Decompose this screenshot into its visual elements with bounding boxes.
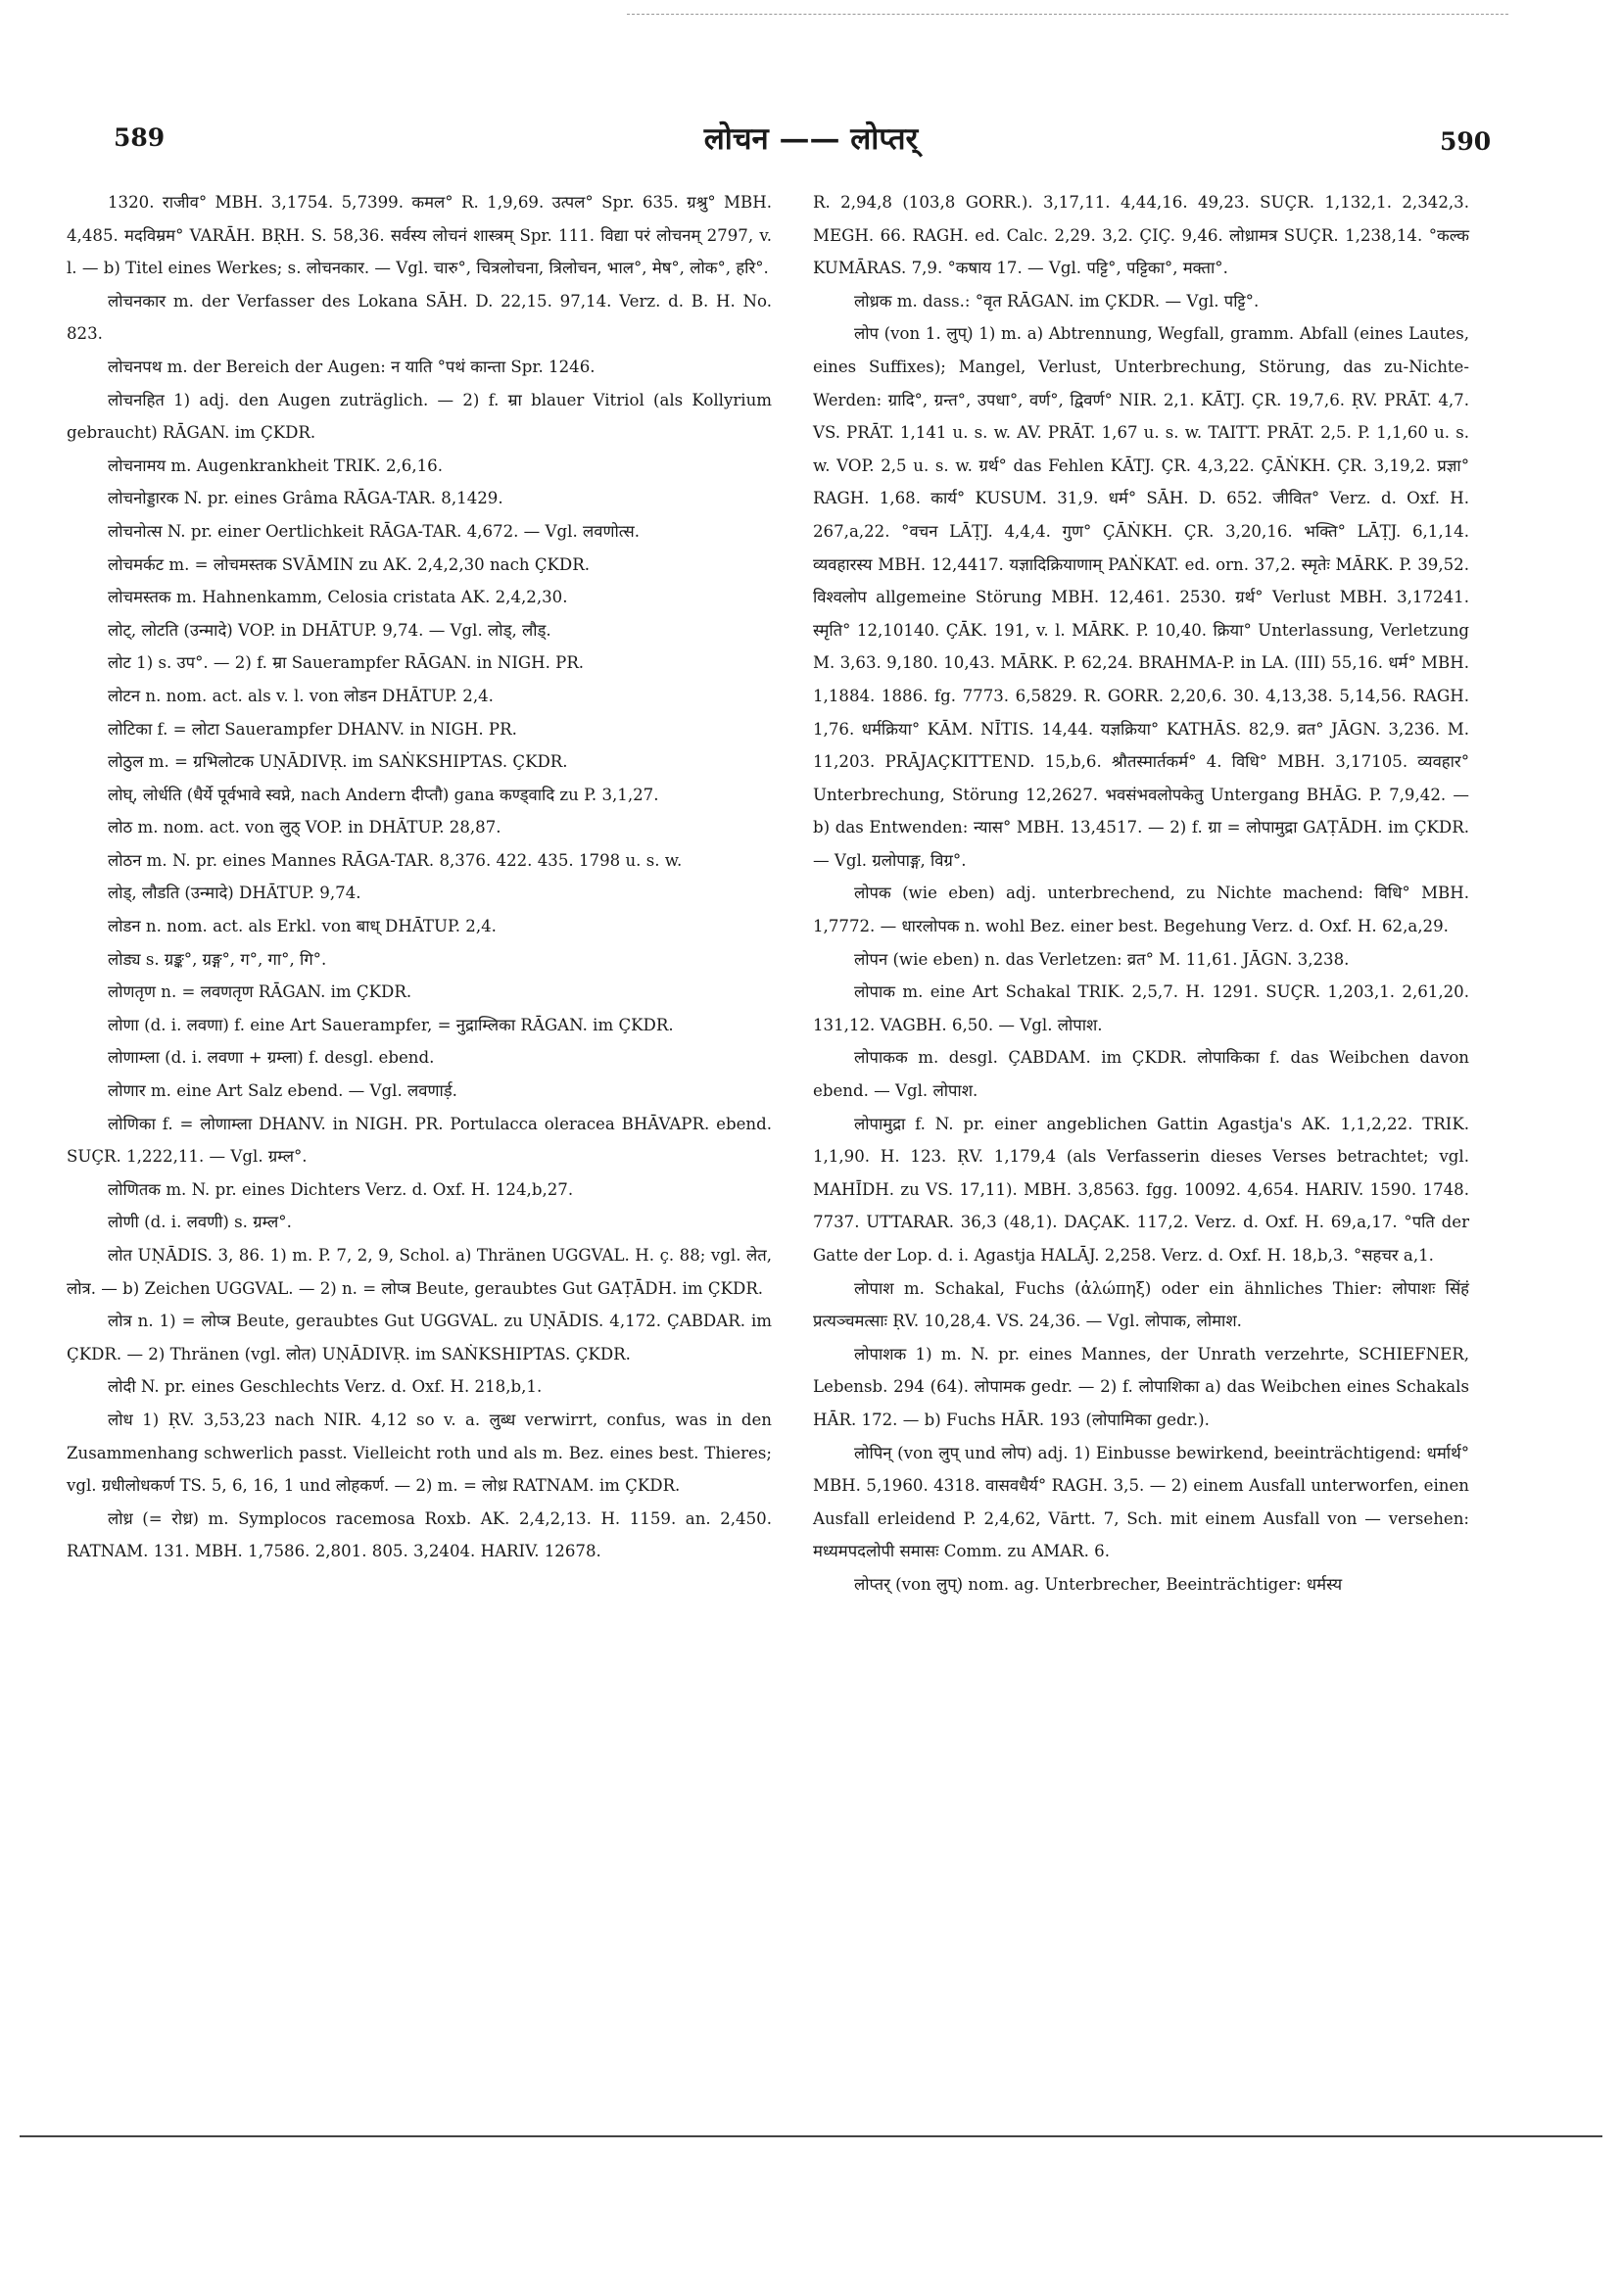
dictionary-entry: लोटन n. nom. act. als v. l. von लोडन DHĀTUP. 2,4. xyxy=(108,686,494,705)
dictionary-entry: लोपामुद्रा f. N. pr. einer angeblichen Gattin Agastja's AK. 1,1,2,22. TRIK. 1,1,90. H. 123. ṚV. 1,179,4 (als Verfasserin dieses Verses betrachtet; vgl. MAHĪDH. zu VS. 17,11). MBH. 3,8563. fgg. 10092. 4,654. HARIV. 1590. 1748. 7737. UTTARAR. 36,3 (48,1). DAÇAK. 117,2. Verz. d. Oxf. H. 69,a,17. °पति der Gatte der Lop. d. i. Agastja HALĀJ. 2,258. Verz. d. Oxf. H. 18,b,3. °सहचर a,1. xyxy=(813,1114,1469,1265)
dictionary-entry: लोचनोत्स N. pr. einer Oertlichkeit RĀGA-TAR. 4,672. — Vgl. लवणोत्स. xyxy=(108,521,641,541)
dictionary-entry: लोत्र n. 1) = लोप्त्र Beute, geraubtes Gut UGGVAL. zu UṆĀDIS. 4,172. ÇABDAR. im ÇKDR. — 2) Thränen (vgl. लोत) UṆĀDIVṚ. im SAṄKSHIPTAS. ÇKDR. xyxy=(67,1312,772,1363)
dictionary-entry: लोप (von 1. लुप्) 1) m. a) Abtrennung, Wegfall, gramm. Abfall (eines Lautes, eines Suffixes); Mangel, Verlust, Unterbrechung, Störung, das zu-Nichte-Werden: ग्रादि°, ग्रन्त°, उपधा°, वर्ण°, द्विवर्ण° NIR. 2,1. KĀTJ. ÇR. 19,7,6. ṚV. PRĀT. 4,7. VS. PRĀT. 1,141 u. s. w. AV. PRĀT. 1,67 u. s. w. TAITT. PRĀT. 2,5. P. 1,1,60 u. s. w. VOP. 2,5 u. s. w. ग्रर्थ° das Fehlen KĀTJ. ÇR. 4,3,22. ÇĀṄKH. ÇR. 3,19,2. प्रज्ञा° RAGH. 1,68. कार्य° KUSUM. 31,9. धर्म° SĀH. D. 652. जीवित° Verz. d. Oxf. H. 267,a,22. °वचन LĀṬJ. 4,4,4. गुण° ÇĀṄKH. ÇR. 3,20,16. भक्ति° LĀṬJ. 6,1,14. व्यवहारस्य MBH. 12,4417. यज्ञादिक्रियाणाम् PAṄKAT. ed. orn. 37,2. स्मृतेः MĀRK. P. 39,52. विश्वलोप allgemeine Störung MBH. 12,461. 2530. ग्रर्थ° Verlust MBH. 3,17241. स्मृति° 12,10140. ÇĀK. 191, v. l. MĀRK. P. 10,40. क्रिया° Unterlassung, Verletzung M. 3,63. 9,180. 10,43. MĀRK. P. 62,24. BRAHMA-P. in LA. (III) 55,16. धर्म° MBH. 1,1884. 1886. fg. 7773. 6,5829. R. GORR. 2,20,6. 30. 4,13,38. 5,14,56. RAGH. 1,76. धर्मक्रिया° KĀM. NĪTIS. 14,44. यज्ञक्रिया° KATHĀS. 82,9. व्रत° JĀGN. 3,236. M. 11,203. PRĀJAÇKITTEND. 15,b,6. श्रौतस्मार्तकर्म° 4. विधि° MBH. 3,17105. व्यवहार° Unterbrechung, Störung 12,2627. भवसंभवलोपकेतु Untergang BHĀG. P. 7,9,42. — b) das Entwenden: न्यास° MBH. 13,4517. — 2) f. ग्रा = लोपामुद्रा GAṬĀDH. im ÇKDR. — Vgl. ग्रलोपाङ्ग, विग्र°. xyxy=(813,324,1469,870)
dictionary-entry: लोचनपथ m. der Bereich der Augen: न याति °पथं कान्ता Spr. 1246. xyxy=(108,357,596,376)
dictionary-entry: लोपाश m. Schakal, Fuchs (ἀλώπηξ) oder ein ähnliches Thier: लोपाशः सिंहं प्रत्यञ्चमत्साः ṚV. 10,28,4. VS. 24,36. — Vgl. लोपाक, लोमाश. xyxy=(813,1278,1469,1331)
dictionary-entry: R. 2,94,8 (103,8 GORR.). 3,17,11. 4,44,16. 49,23. SUÇR. 1,132,1. 2,342,3. MEGH. 66. RAGH. ed. Calc. 2,29. 3,2. ÇIÇ. 9,46. लोध्रामत्र SUÇR. 1,238,14. °कल्क KUMĀRAS. 7,9. °कषाय 17. — Vgl. पट्टि°, पट्टिका°, मक्ता°. xyxy=(813,193,1469,278)
dictionary-entry: लोणाम्ला (d. i. लवणा + ग्रम्ला) f. desgl. ebend. xyxy=(108,1048,435,1068)
dictionary-entry: लोचनहित 1) adj. den Augen zuträglich. — 2) f. म्रा blauer Vitriol (als Kollyrium gebraucht) RĀGAN. im ÇKDR. xyxy=(67,390,772,443)
dictionary-entry: लोणतृण n. = लवणतृण RĀGAN. im ÇKDR. xyxy=(108,982,412,1002)
running-head: लोचन —— लोप्तर् xyxy=(703,121,919,157)
dictionary-entry: लोणिका f. = लोणाम्ला DHANV. in NIGH. PR. Portulacca oleracea BHĀVAPR. ebend. SUÇR. 1,222,11. — Vgl. ग्रम्ल°. xyxy=(67,1114,772,1167)
dictionary-entry: लोचनोड्डारक N. pr. eines Grâma RĀGA-TAR. 8,1429. xyxy=(108,489,503,508)
right-column xyxy=(813,186,1469,1602)
dictionary-entry: लोप्तर् (von लुप्) nom. ag. Unterbrecher, Beeinträchtiger: धर्मस्य xyxy=(854,1574,1343,1594)
page-number-right: 590 xyxy=(1440,127,1492,156)
left-column xyxy=(67,186,772,1568)
dictionary-entry: लोदी N. pr. eines Geschlechts Verz. d. Oxf. H. 218,b,1. xyxy=(108,1377,543,1397)
page-number-left: 589 xyxy=(114,123,166,152)
dictionary-entry: लोणितक m. N. pr. eines Dichters Verz. d. Oxf. H. 124,b,27. xyxy=(108,1179,574,1199)
dictionary-entry: लोघ्, लोर्धति (धैर्ये पूर्वभावे स्वप्ने, nach Andern दीप्तौ) gana कण्ड्वादि zu P. 3,1,27. xyxy=(108,785,659,804)
dictionary-entry: लोठ m. nom. act. von लुठ् VOP. in DHĀTUP. 28,87. xyxy=(108,818,501,837)
dictionary-entry: लोठुल m. = ग्रभिलोटक UṆĀDIVṚ. im SAṄKSHIPTAS. ÇKDR. xyxy=(108,752,568,772)
dictionary-entry: लोध्र (= रोध्र) m. Symplocos racemosa Roxb. AK. 2,4,2,13. H. 1159. an. 2,450. RATNAM. 131. MBH. 1,7586. 2,801. 805. 3,2404. HARIV. 12678. xyxy=(67,1508,772,1561)
dictionary-entry: लोटिका f. = लोटा Sauerampfer DHANV. in NIGH. PR. xyxy=(108,719,517,739)
dictionary-entry: लोचनामय m. Augenkrankheit TRIK. 2,6,16. xyxy=(108,455,443,475)
dictionary-entry: लोध्रक m. dass.: °वृत RĀGAN. im ÇKDR. — Vgl. पट्टि°. xyxy=(854,291,1260,311)
dictionary-entry: लोत UṆĀDIS. 3, 86. 1) m. P. 7, 2, 9, Schol. a) Thränen UGGVAL. H. ç. 88; vgl. लेत, लोत्र. — b) Zeichen UGGVAL. — 2) n. = लोप्त्र Beute, geraubtes Gut GAṬĀDH. im ÇKDR. xyxy=(67,1246,772,1298)
dictionary-entry: 1320. राजीव° MBH. 3,1754. 5,7399. कमल° R. 1,9,69. उत्पल° Spr. 635. ग्रश्रु° MBH. 4,485. मदविम्रम° VARĀH. BṚH. S. 58,36. सर्वस्य लोचनं शास्त्रम् Spr. 111. विद्या परं लोचनम् 2797, v. l. — b) Titel eines Werkes; s. लोचनकार. — Vgl. चारु°, चित्रलोचना, त्रिलोचन, भाल°, मेष°, लोक°, हरि°. xyxy=(67,193,772,278)
dictionary-entry: लोपाकक m. desgl. ÇABDAM. im ÇKDR. लोपाकिका f. das Weibchen davon ebend. — Vgl. लोपाश. xyxy=(813,1048,1469,1101)
dictionary-entry: लोणा (d. i. लवणा) f. eine Art Sauerampfer, = नुद्राम्लिका RĀGAN. im ÇKDR. xyxy=(108,1015,674,1034)
dictionary-entry: लोडन n. nom. act. als Erkl. von बाध् DHĀTUP. 2,4. xyxy=(108,917,497,936)
dictionary-entry: लोपिन् (von लुप् und लोप) adj. 1) Einbusse bewirkend, beeinträchtigend: धर्मार्थ° MBH. 5,1960. 4318. वासवधैर्य° RAGH. 3,5. — 2) einem Ausfall unterworfen, einen Ausfall erleidend P. 2,4,62, Vārtt. 7, Sch. mit einem Ausfall von — versehen: मध्यमपदलोपी समासः Comm. zu AMAR. 6. xyxy=(813,1443,1469,1561)
dictionary-entry: लोणार m. eine Art Salz ebend. — Vgl. लवणार्ड़. xyxy=(108,1081,457,1101)
dictionary-entry: लोट 1) s. उप°. — 2) f. म्रा Sauerampfer RĀGAN. in NIGH. PR. xyxy=(108,653,585,673)
dictionary-entry: लोचमस्तक m. Hahnenkamm, Celosia cristata AK. 2,4,2,30. xyxy=(108,588,568,607)
dictionary-entry: लोपन (wie eben) n. das Verletzen: व्रत° M. 11,61. JĀGN. 3,238. xyxy=(854,949,1350,969)
dictionary-entry: लोपक (wie eben) adj. unterbrechend, zu Nichte machend: विधि° MBH. 1,7772. — धारलोपक n. wohl Bez. einer best. Begehung Verz. d. Oxf. H. 62,a,29. xyxy=(813,884,1469,936)
dictionary-entry: लोपाशक 1) m. N. pr. eines Mannes, der Unrath verzehrte, SCHIEFNER, Lebensb. 294 (64). लोपामक gedr. — 2) f. लोपाशिका a) das Weibchen eines Schakals HĀR. 172. — b) Fuchs HĀR. 193 (लोपामिका gedr.). xyxy=(813,1344,1469,1429)
top-dashed-rule xyxy=(627,14,1508,15)
dictionary-entry: लोपाक m. eine Art Schakal TRIK. 2,5,7. H. 1291. SUÇR. 1,203,1. 2,61,20. 131,12. VAGBH. 6,50. — Vgl. लोपाश. xyxy=(813,982,1469,1034)
bottom-rule xyxy=(20,2135,1602,2137)
dictionary-entry: लोध 1) ṚV. 3,53,23 nach NIR. 4,12 so v. a. लुब्ध verwirrt, confus, was in den Zusammenhang schwerlich passt. Vielleicht roth und als m. Bez. eines best. Thieres; vgl. ग्रधीलोधकर्ण TS. 5, 6, 16, 1 und लोहकर्ण. — 2) m. = लोध्र RATNAM. im ÇKDR. xyxy=(67,1410,772,1496)
dictionary-entry: लोचमर्कट m. = लोचमस्तक SVĀMIN zu AK. 2,4,2,30 nach ÇKDR. xyxy=(108,554,590,574)
dictionary-entry: लोणी (d. i. लवणी) s. ग्रम्ल°. xyxy=(108,1213,292,1232)
dictionary-entry: लोठन m. N. pr. eines Mannes RĀGA-TAR. 8,376. 422. 435. 1798 u. s. w. xyxy=(108,850,683,870)
dictionary-entry: लोचनकार m. der Verfasser des Lokana SĀH. D. 22,15. 97,14. Verz. d. B. H. No. 823. xyxy=(67,291,772,344)
dictionary-entry: लोड्, लौडति (उन्मादे) DHĀTUP. 9,74. xyxy=(108,884,361,903)
dictionary-entry: लोट्, लोटति (उन्मादे) VOP. in DHĀTUP. 9,74. — Vgl. लोड्, लौड्. xyxy=(108,620,551,640)
dictionary-entry: लोड्य s. ग्रङ्क°, ग्रङ्ग°, ग°, गा°, गि°. xyxy=(108,949,327,969)
